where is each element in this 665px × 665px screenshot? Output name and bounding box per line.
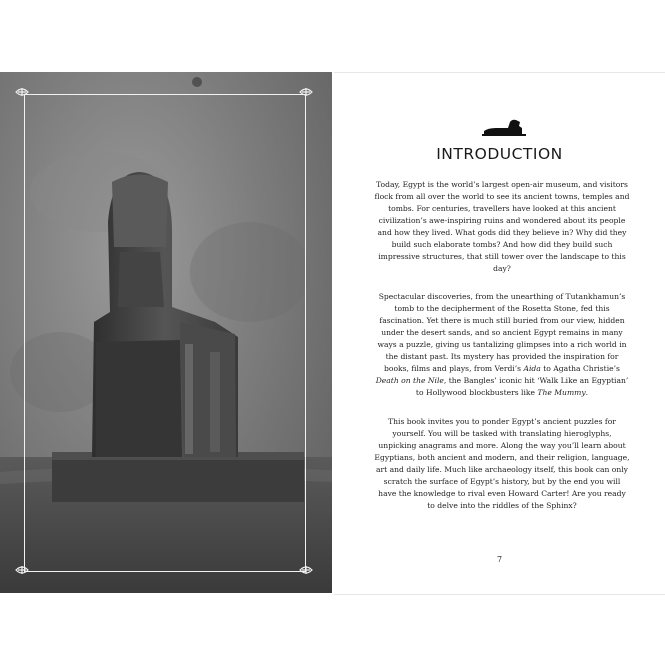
sphinx-icon (482, 118, 526, 136)
text-run: , the Bangles’ iconic hit ‘Walk Like an Egyptian’ to Hollywood blockbusters like (415, 376, 629, 397)
title-aida: Aida (523, 364, 541, 373)
intro-paragraph-2 (374, 291, 630, 399)
book-spread (0, 72, 665, 593)
text-run: to Agatha Christie’s (540, 364, 620, 373)
text-run: Spectacular discoveries, from the unearthing of Tutankhamun’s tomb to the decipherment of the Rosetta Stone, fed this fascination. Yet there is much still buried from our view, hidden under the desert sands, and so ancient Egypt remains in many ways a puzzle, giving us tantalizing glimpses into a rich world in the distant past. Its mystery has provided the inspiration for books, films and plays, from Verdi’s (377, 292, 627, 373)
page-number: 7 (496, 555, 503, 564)
intro-paragraph-1: Today, Egypt is the world’s largest open-air museum, and visitors flock from all over the world to see its ancient towns, temples and tombs. For centuries, travellers have looked at this ancient civilization’s awe-inspiring ruins and wondered about its people and how they lived. What gods did they believe in? Why did they build such elaborate tombs? And how did they build such impressive structures, that still tower over the landscape to this day? (374, 180, 630, 273)
intro-paragraph-3: This book invites you to ponder Egypt’s ancient puzzles for yourself. You will be tasked with translating hieroglyphs, unpicking anagrams and more. Along the way you’ll learn about Egyptians, both ancient and modern, and their religion, language, art and daily life. Much like archaeology itself, this book can only scratch the surface of Egypt’s history, but by the end you will have the knowledge to rival even Howard Carter! Are you ready to delve into the riddles of the Sphinx? (374, 417, 630, 510)
corner-ornament-icon (298, 84, 314, 100)
corner-ornament-icon (298, 562, 314, 578)
page-title: INTRODUCTION (436, 145, 563, 163)
decorative-frame (24, 94, 306, 572)
corner-ornament-icon (14, 562, 30, 578)
title-the-mummy: The Mummy (537, 388, 586, 397)
left-page (0, 72, 332, 593)
text-run: . (585, 388, 589, 397)
corner-ornament-icon (14, 84, 30, 100)
title-death-on-the-nile: Death on the Nile (375, 376, 444, 385)
right-page (334, 72, 665, 595)
